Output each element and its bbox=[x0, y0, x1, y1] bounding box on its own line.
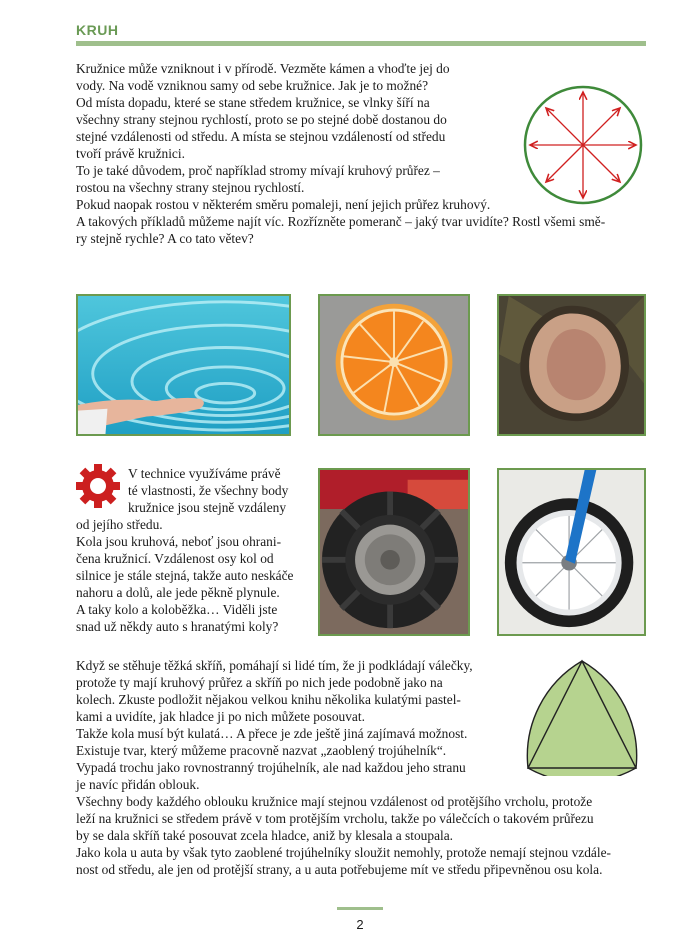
section-title: KRUH bbox=[76, 22, 119, 38]
text-line: Existuje tvar, který můžeme pracovně nazvat „zaoblený trojúhelník“. bbox=[76, 743, 447, 758]
text-line: Od místa dopadu, které se stane středem kružnice, se vlnky šíří na bbox=[76, 95, 430, 110]
text-line: V technice využíváme právě bbox=[128, 466, 281, 481]
text-line: nahoru a dolů, ale jede pěkně plynule. bbox=[76, 585, 280, 600]
text-line: je navíc přidán oblouk. bbox=[76, 777, 200, 792]
text-line: ry stejně rychle? A co tato větev? bbox=[76, 231, 254, 246]
text-line: A taky kolo a koloběžka… Viděli jste bbox=[76, 602, 278, 617]
branch-cross-section-photo bbox=[497, 294, 646, 436]
text-line: Kružnice může vzniknout i v přírodě. Vezměte kámen a vhoďte jej do bbox=[76, 61, 450, 76]
text-line: kružnice jsou stejně vzdáleny bbox=[128, 500, 287, 515]
text-line: od jejího středu. bbox=[76, 517, 163, 532]
text-line: A takových příkladů můžeme najít víc. Rozřízněte pomeranč – jaký tvar uvidíte? Rostl všemi smě- bbox=[76, 214, 606, 229]
text-line: nost od středu, ale jen od protější strany, a u auta potřebujeme mít ve středu připevněnou osu kola. bbox=[76, 862, 603, 877]
text-line: vody. Na vodě vzniknou samy od sebe kružnice. Jak je to možné? bbox=[76, 78, 429, 93]
radial-arrows-circle-icon bbox=[520, 82, 646, 208]
text-line: stejné vzdálenosti od středu. A místa se stejnou vzdáleností od středu bbox=[76, 129, 446, 144]
scooter-wheel-photo bbox=[497, 468, 646, 636]
text-line: kolech. Zkuste podložit nějakou velkou knihu několika kulatými pastel- bbox=[76, 692, 461, 707]
text-line: protože ty mají kruhový průřez a skříň po nich jede podobně jako na bbox=[76, 675, 443, 690]
text-line: čena kružnicí. Vzdálenost osy kol od bbox=[76, 551, 274, 566]
text-line: všechny strany stejnou rychlostí, proto se po stejné době dostanou do bbox=[76, 112, 447, 127]
text-line: by se dala skříň také posouvat zcela hladce, aniž by klesala a stoupala. bbox=[76, 828, 454, 843]
text-line: rostou na všechny strany stejnou rychlostí. bbox=[76, 180, 305, 195]
text-line: Všechny body každého oblouku kružnice mají stejnou vzdálenost od protějšího vrcholu, protože bbox=[76, 794, 593, 809]
water-ripples-photo bbox=[76, 294, 291, 436]
text-line: silnice je stále stejná, takže auto neskáče bbox=[76, 568, 294, 583]
text-line: To je také důvodem, proč například stromy mívají kruhový průřez – bbox=[76, 163, 440, 178]
gear-icon bbox=[76, 464, 120, 508]
text-line: té vlastnosti, že všechny body bbox=[128, 483, 289, 498]
text-line: Takže kola musí být kulatá… A přece je zde ještě jiná zajímavá možnost. bbox=[76, 726, 468, 741]
text-line: Kola jsou kruhová, neboť jsou ohrani- bbox=[76, 534, 282, 549]
footer-rule bbox=[337, 907, 383, 910]
text-line: Pokud naopak rostou v některém směru pomaleji, není jejich průřez kruhový. bbox=[76, 197, 491, 212]
orange-cross-section-photo bbox=[318, 294, 470, 436]
header-rule bbox=[76, 41, 646, 46]
text-line: Když se stěhuje těžká skříň, pomáhají si lidé tím, že ji podkládají válečky, bbox=[76, 658, 473, 673]
page-number: 2 bbox=[356, 917, 364, 932]
text-line: Jako kola u auta by však tyto zaoblené trojúhelníky sloužit nemohly, protože nemají stejnou vzdále- bbox=[76, 845, 611, 860]
text-line: snad už někdy auto s hranatými koly? bbox=[76, 619, 279, 634]
tractor-wheel-photo bbox=[318, 468, 470, 636]
reuleaux-triangle-icon bbox=[518, 658, 646, 776]
text-line: tvoří právě kružnici. bbox=[76, 146, 185, 161]
text-line: leží na kružnici se středem právě v tom protějším vrcholu, takže po válečcích o takovém průřezu bbox=[76, 811, 594, 826]
text-line: kami a uvidíte, jak hladce ji po nich můžete posouvat. bbox=[76, 709, 365, 724]
text-line: Vypadá trochu jako rovnostranný trojúhelník, ale nad každou jeho stranu bbox=[76, 760, 466, 775]
